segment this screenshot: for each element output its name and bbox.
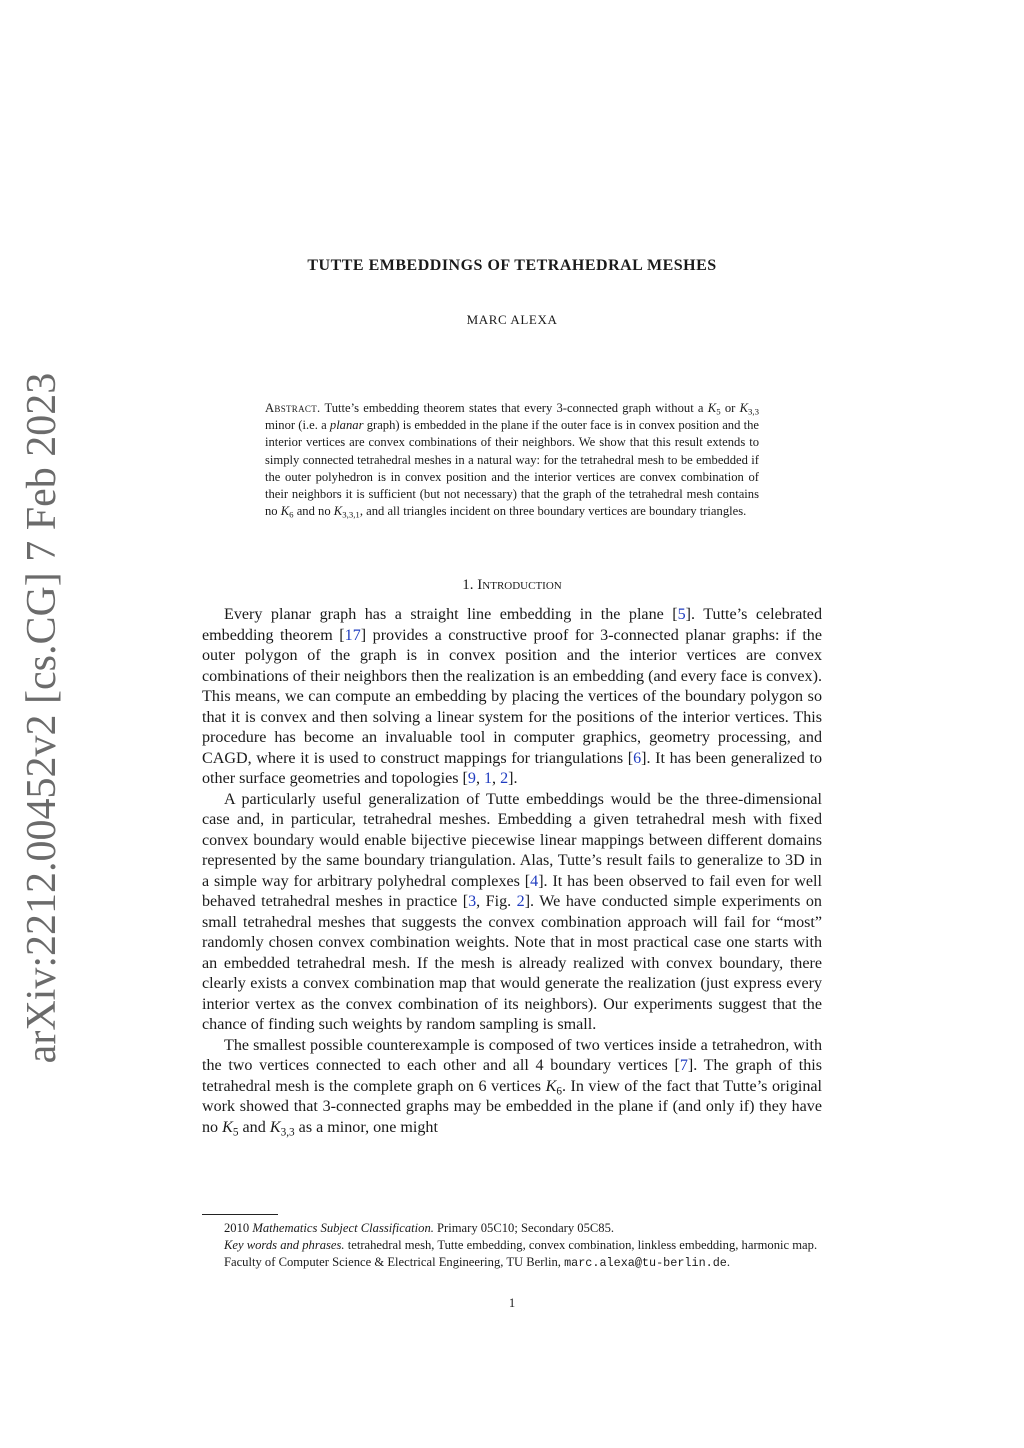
paragraph-3-text: as a minor, one might: [294, 1118, 438, 1136]
footnote-text: 2010: [224, 1221, 253, 1235]
abstract: [265, 400, 759, 520]
abstract-text-4: graph) is embedded in the plane if the outer face is in convex position and the interior vertices are convex combinations of their neighbors. We show that this result extends to simply connected tetrahedral meshes in a natural way: for the tetrahedral mesh to be embedded if the outer polyhedron is in convex position and the interior vertices are convex combination of their neighbors it is sufficient (but not necessary) that the graph of the tetrahedral mesh contains no: [265, 418, 759, 519]
abstract-text-1: Tutte’s embedding theorem states that every 3-connected graph without a: [320, 401, 708, 415]
paragraph-3-text: . In view of the fact that Tutte’s original work showed that 3-connected graphs may be embedded in the plane if (and only if) they have no: [202, 1077, 823, 1136]
paper-title: TUTTE EMBEDDINGS OF TETRAHEDRAL MESHES: [307, 257, 717, 274]
citation-4[interactable]: 4: [530, 872, 539, 890]
paragraph-1-text: ,: [492, 770, 501, 787]
math-k5-sub: 5: [232, 1125, 239, 1138]
citation-5[interactable]: 5: [677, 606, 686, 623]
paragraph-2: [202, 790, 822, 1036]
footnote-text: Primary 05C10; Secondary 05C85.: [433, 1221, 615, 1235]
citation-3[interactable]: 3: [468, 893, 477, 910]
math-k33: K: [739, 401, 748, 415]
body-text: [202, 605, 822, 1138]
abstract-text-2: or: [720, 401, 740, 415]
figure-reference-2[interactable]: 2: [516, 893, 525, 910]
section-number: 1.: [462, 577, 478, 593]
math-k331-sub: 3,3,1: [342, 509, 360, 520]
footnote-divider: [202, 1214, 278, 1215]
citation-2[interactable]: 2: [500, 770, 509, 787]
math-k33-sub: 3,3: [747, 406, 759, 417]
math-k5: K: [707, 401, 717, 415]
abstract-text-5: and no: [293, 504, 334, 519]
paragraph-3-text: The smallest possible counterexample is composed of two vertices inside a tetrahedron, with the two vertices connected to each other and all 4 boundary vertices [: [202, 1036, 822, 1074]
abstract-text-6: , and all triangles incident on three boundary vertices are boundary triangles.: [359, 504, 747, 519]
citation-7[interactable]: 7: [679, 1057, 688, 1074]
paragraph-1-text: Every planar graph has a straight line embedding in the plane [: [224, 606, 678, 623]
footnotes: [202, 1220, 822, 1272]
paragraph-1-text: ]. It has been generalized to other surface geometries and topologies [: [202, 749, 822, 787]
citation-17[interactable]: 17: [344, 626, 361, 644]
math-k6: K: [280, 504, 290, 519]
footnote-text: .: [726, 1255, 731, 1269]
paragraph-2-text: A particularly useful generalization of Tutte embeddings would be the three-dimensional case and, in particular, tetrahedral meshes. Embedding a given tetrahedral mesh with fixed convex boundary would enable bijective piecewise linear mappings between different domains represented by the same boundary triangulation. Alas, Tutte’s result fails to generalize to 3D in a simple way for arbitrary polyhedral complexes [: [202, 790, 822, 890]
paragraph-1-text: ].: [508, 770, 518, 787]
citation-9[interactable]: 9: [467, 770, 476, 787]
footnote-classification: [202, 1220, 822, 1237]
abstract-emphasis-planar: planar: [329, 418, 364, 433]
abstract-text-3: minor (i.e. a: [265, 418, 330, 433]
math-k6-sub: 6: [556, 1084, 562, 1097]
paragraph-1: [202, 605, 822, 790]
paragraph-2-text: , Fig.: [476, 893, 517, 910]
footnote-emphasis: Mathematics Subject Classification.: [252, 1221, 434, 1235]
page-number: 1: [508, 1296, 516, 1310]
citation-1[interactable]: 1: [484, 770, 493, 787]
section-title: Introduction: [477, 577, 562, 593]
paragraph-3: [202, 1036, 822, 1139]
math-k33-sub: 3,3: [280, 1125, 295, 1138]
paragraph-2-text: ]. We have conducted simple experiments on small tetrahedral meshes that suggests the convex combination approach will fail for “most” randomly chosen convex combination weights. Note that in most practical case one starts with an embedded tetrahedral mesh. If the mesh is already realized with convex boundary, there clearly exists a convex combination map that would generate the realization (just express every interior vertex as the convex combination of its neighbors). Our experiments suggest that the chance of finding such weights by random sampling is small.: [202, 893, 822, 1033]
math-k5-sub: 5: [716, 406, 721, 417]
author-email-link[interactable]: marc.alexa@tu-berlin.de: [564, 1256, 727, 1270]
footnote-emphasis: Key words and phrases.: [224, 1238, 345, 1252]
math-k33: K: [269, 1118, 281, 1136]
paragraph-1-text: ] provides a constructive proof for 3-connected planar graphs: if the outer polygon of the graph is in convex position and the interior vertices are convex combinations of their neighbors then the realization is an embedding (and every face is convex). This means, we can compute an embedding by placing the vertices of the boundary polygon so that it is convex and then solving a linear system for the positions of the interior vertices. This procedure has become an invaluable tool in computer graphics, geometry processing, and CAGD, where it is used to construct mappings for triangulations [: [202, 626, 822, 767]
paper-author: MARC ALEXA: [466, 312, 558, 327]
math-k6: K: [545, 1077, 557, 1095]
footnote-text: Faculty of Computer Science & Electrical Engineering, TU Berlin,: [224, 1255, 565, 1269]
paragraph-2-text: ]. It has been observed to fail even for well behaved tetrahedral meshes in practice [: [202, 872, 822, 910]
footnote-keywords: [202, 1237, 822, 1254]
paragraph-1-text: ]. Tutte’s celebrated embedding theorem [: [202, 606, 822, 644]
section-heading: [202, 577, 822, 594]
footnote-affiliation: [202, 1254, 822, 1272]
paragraph-3-text: ]. The graph of this tetrahedral mesh is the complete graph on 6 vertices: [202, 1057, 822, 1095]
citation-6[interactable]: 6: [633, 749, 642, 767]
footnote-text: tetrahedral mesh, Tutte embedding, convex combination, linkless embedding, harmonic map.: [344, 1238, 818, 1252]
abstract-label: Abstract.: [265, 401, 321, 415]
math-k331: K: [333, 504, 343, 519]
math-k5: K: [222, 1118, 233, 1136]
paragraph-1-text: ,: [475, 770, 484, 787]
arxiv-identifier-text: arXiv:2212.00452v2 [cs.CG] 7 Feb 2023: [19, 372, 65, 1064]
paragraph-3-text: and: [238, 1118, 270, 1136]
math-k6-sub: 6: [289, 509, 294, 520]
